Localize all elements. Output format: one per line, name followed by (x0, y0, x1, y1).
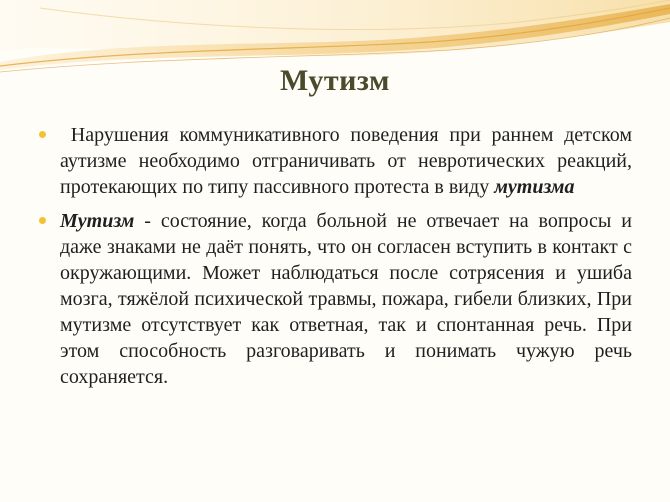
slide-title: Мутизм (279, 64, 390, 97)
bullet-text-1 (60, 122, 632, 200)
bullet-2-text: - состояние, когда больной не отвечает на вопросы и даже знаками не даёт понять, что он согласен вступить в контакт с окружающими. Может наблюдаться после сотрясения и ушиба мозга, тяжёлой психической травмы, пожара, гибели близких, При мутизме отсутствует как ответная, так и спонтанная речь. При этом способность разговаривать и понимать чужую речь сохраняется. (60, 210, 632, 388)
bullet-list (36, 122, 632, 398)
bullet-dot-icon (39, 131, 46, 138)
bullet-1-emphasis: мутизма (494, 176, 575, 198)
bullet-1-text: Нарушения коммуникативного поведения при раннем детском аутизме необходимо отграничивать от невротических реакций, протекающих по типу пассивного протеста в виду (60, 124, 633, 198)
bullet-dot-icon (39, 217, 46, 224)
bullet-item-1 (36, 122, 632, 200)
bullet-2-emphasis: Мутизм (60, 210, 135, 232)
bullet-text-2 (60, 208, 632, 390)
bullet-item-2 (36, 208, 632, 390)
